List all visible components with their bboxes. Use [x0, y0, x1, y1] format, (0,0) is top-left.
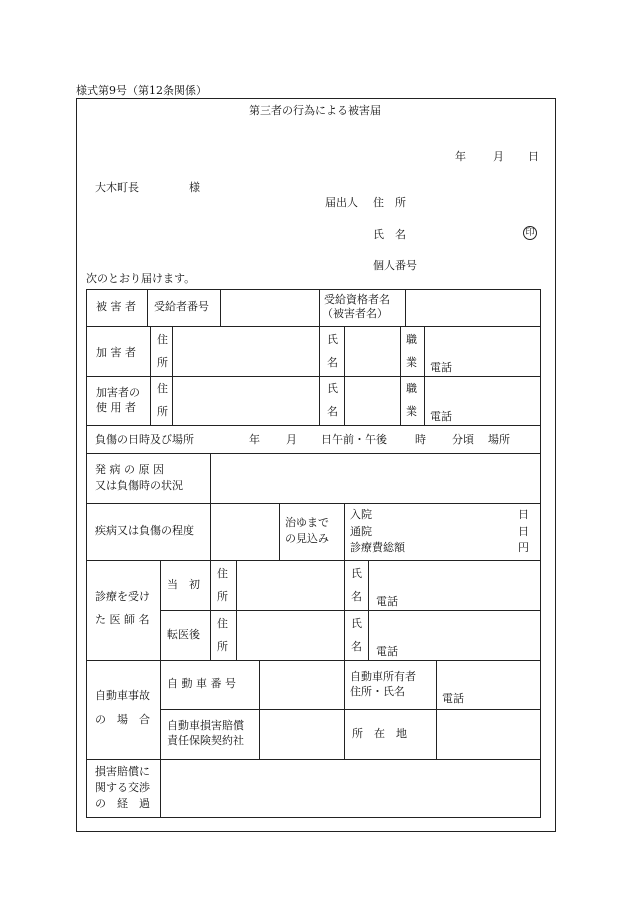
car-owner-phone-label: 電話 [442, 692, 464, 705]
victim-label: 被 害 者 [96, 300, 136, 313]
victim-name-label: （被害者名） [322, 307, 388, 320]
negotiation-label-3: の 経 過 [95, 797, 150, 810]
doctor-transfer-address-2: 所 [217, 640, 228, 653]
recipient-number-label: 受給者番号 [154, 300, 209, 313]
car-owner-label-1: 自動車所有者 [350, 670, 416, 683]
perpetrator-name-2: 名 [327, 356, 338, 369]
table-rule [147, 289, 148, 326]
table-rule [86, 376, 541, 377]
doctor-transfer-name-2: 名 [351, 640, 362, 653]
employer-phone-label: 電話 [430, 410, 452, 423]
doctor-label-1: 診療を受け [95, 590, 150, 603]
doctor-transfer-address-1: 住 [217, 617, 228, 630]
outpatient-day-unit: 日 [518, 525, 529, 538]
cost-yen-unit: 円 [518, 541, 529, 554]
table-rule [236, 560, 237, 660]
doctor-initial-address-1: 住 [217, 567, 228, 580]
injury-day-ampm: 日午前・午後 [321, 433, 387, 446]
injury-time-label: 負傷の日時及び場所 [95, 433, 194, 446]
addressee-honorific: 様 [189, 181, 200, 194]
outlook-label-1: 治ゆまで [285, 516, 329, 529]
outlook-label-2: の見込み [285, 532, 329, 545]
auto-accident-label-2: の 場 合 [95, 713, 150, 726]
notifier-label: 届出人 [325, 196, 358, 209]
table-rule [344, 560, 345, 660]
perpetrator-label: 加 害 者 [96, 346, 136, 359]
employer-label-1: 加害者の [96, 386, 140, 399]
employer-name-1: 氏 [327, 382, 338, 395]
employer-label-2: 使 用 者 [96, 401, 136, 414]
table-rule [86, 503, 541, 504]
table-rule [344, 660, 345, 759]
negotiation-label-2: 関する交渉 [95, 781, 150, 794]
addressee-name: 大木町長 [95, 181, 139, 194]
table-rule [172, 326, 173, 425]
employer-job-1: 職 [406, 382, 417, 395]
negotiation-label-1: 損害賠償に [95, 765, 150, 778]
doctor-label-2: た 医 師 名 [95, 613, 150, 626]
insurer-label-1: 自動車損害賠償 [167, 719, 244, 732]
table-rule [160, 560, 161, 660]
auto-accident-label-1: 自動車事故 [95, 689, 150, 702]
doctor-initial-phone-label: 電話 [376, 595, 398, 608]
table-rule [279, 503, 280, 560]
doctor-transfer-label: 転医後 [167, 628, 200, 641]
notifier-name-label: 氏 名 [373, 228, 406, 241]
table-rule [436, 660, 437, 759]
doctor-initial-label: 当 初 [167, 578, 200, 591]
table-rule [368, 560, 369, 660]
date-day: 日 [528, 150, 539, 163]
car-number-label: 自 動 車 番 号 [167, 677, 236, 690]
table-rule [319, 289, 320, 326]
personal-number-label: 個人番号 [373, 259, 417, 272]
insurer-location-label: 所 在 地 [352, 727, 407, 740]
table-rule [86, 289, 541, 290]
notifier-address-label: 住 所 [373, 196, 406, 209]
employer-job-2: 業 [406, 405, 417, 418]
table-rule [160, 610, 541, 611]
table-rule [319, 326, 320, 425]
table-rule [160, 660, 161, 759]
cause-label-1: 発 病 の 原 因 [95, 463, 164, 476]
insurer-label-2: 責任保険契約社 [167, 734, 244, 747]
table-rule [160, 709, 541, 710]
table-rule [86, 560, 541, 561]
table-rule [86, 326, 541, 327]
date-month: 月 [493, 150, 504, 163]
qualified-name-label: 受給資格者名 [324, 293, 390, 306]
doctor-initial-name-2: 名 [351, 590, 362, 603]
perpetrator-job-1: 職 [406, 333, 417, 346]
intro-text: 次のとおり届けます。 [86, 272, 196, 285]
injury-month: 月 [286, 433, 297, 446]
table-rule [540, 289, 541, 818]
table-rule [150, 326, 151, 425]
table-rule [210, 560, 211, 660]
table-rule [259, 660, 260, 759]
outpatient-label: 通院 [350, 525, 372, 538]
inpatient-label: 入院 [350, 508, 372, 521]
doctor-transfer-phone-label: 電話 [376, 645, 398, 658]
doctor-initial-name-1: 氏 [351, 567, 362, 580]
table-rule [405, 289, 406, 326]
cause-label-2: 又は負傷時の状況 [95, 479, 183, 492]
total-cost-label: 診療費総額 [350, 541, 405, 554]
perpetrator-job-2: 業 [406, 356, 417, 369]
table-rule [400, 326, 401, 425]
inpatient-day-unit: 日 [518, 508, 529, 521]
table-rule [86, 453, 541, 454]
table-rule [86, 425, 541, 426]
injury-year: 年 [249, 433, 260, 446]
employer-name-2: 名 [327, 405, 338, 418]
table-rule [210, 453, 211, 503]
table-rule [86, 289, 87, 818]
employer-address-2: 所 [157, 405, 168, 418]
table-rule [424, 326, 425, 425]
date-year: 年 [455, 150, 466, 163]
employer-address-1: 住 [157, 382, 168, 395]
injury-place: 場所 [488, 433, 510, 446]
perpetrator-name-1: 氏 [327, 333, 338, 346]
form-number: 様式第9号（第12条関係） [76, 84, 207, 97]
table-rule [344, 503, 345, 560]
injury-minute: 分頃 [452, 433, 474, 446]
table-rule [344, 326, 345, 425]
seal-mark: 印 [523, 226, 537, 240]
table-rule [86, 759, 541, 760]
perpetrator-phone-label: 電話 [430, 361, 452, 374]
table-rule [220, 289, 221, 326]
form-title: 第三者の行為による被害届 [249, 104, 381, 117]
perpetrator-address-2: 所 [157, 356, 168, 369]
severity-label: 疾病又は負傷の程度 [95, 524, 194, 537]
doctor-transfer-name-1: 氏 [351, 617, 362, 630]
table-rule [86, 660, 541, 661]
table-rule [86, 817, 541, 818]
perpetrator-address-1: 住 [157, 333, 168, 346]
injury-hour: 時 [415, 433, 426, 446]
doctor-initial-address-2: 所 [217, 590, 228, 603]
car-owner-label-2: 住所・氏名 [350, 685, 405, 698]
table-rule [210, 503, 211, 560]
table-rule [160, 759, 161, 817]
